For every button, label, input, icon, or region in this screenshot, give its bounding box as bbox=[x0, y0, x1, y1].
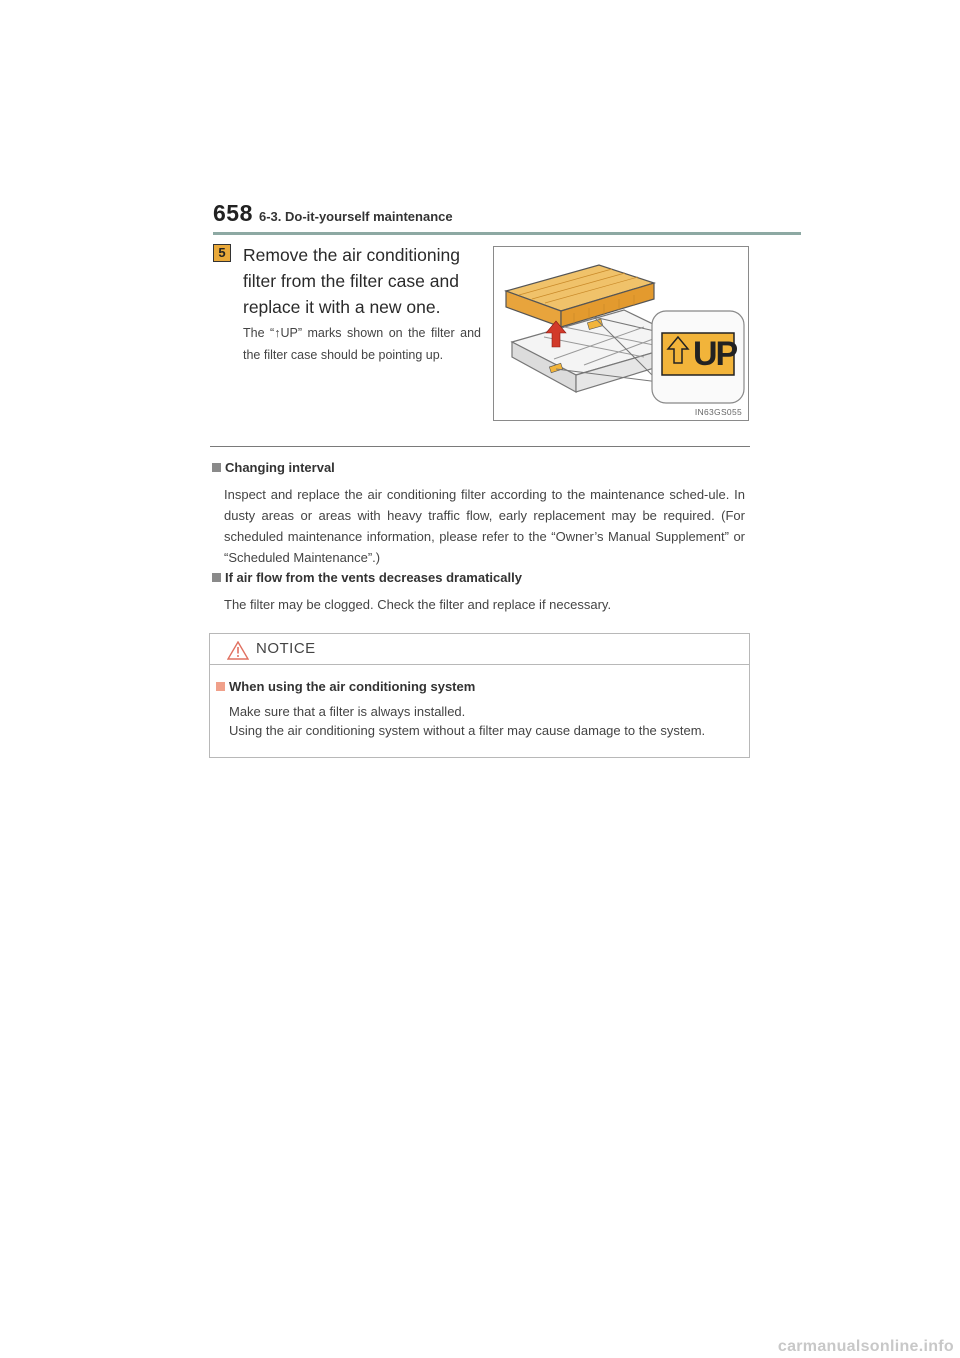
section-divider bbox=[210, 446, 750, 447]
notice-line: Using the air conditioning system without a filter may cause damage to the system. bbox=[229, 723, 706, 738]
subheading-label: If air flow from the vents decreases dramatically bbox=[225, 570, 522, 585]
up-label: UP bbox=[693, 335, 737, 373]
warning-triangle-icon bbox=[227, 641, 249, 660]
step-note: The “↑UP” marks shown on the filter and the filter case should be pointing up. bbox=[243, 326, 481, 362]
page-number: 658 bbox=[213, 200, 253, 226]
filter-illustration bbox=[493, 246, 749, 421]
notice-header-rule bbox=[210, 664, 749, 665]
notice-line: Make sure that a filter is always installed. bbox=[229, 704, 466, 719]
notice-box bbox=[209, 633, 750, 758]
heading-marker bbox=[216, 682, 225, 691]
notice-subheading-label: When using the air conditioning system bbox=[229, 679, 476, 694]
notice-title: NOTICE bbox=[256, 640, 316, 657]
notice-subheading bbox=[216, 679, 475, 694]
header-rule bbox=[213, 232, 801, 235]
heading-marker bbox=[212, 463, 221, 472]
subheading-label: Changing interval bbox=[225, 460, 335, 475]
subheading-changing-interval bbox=[212, 460, 335, 475]
subheading-air-flow bbox=[212, 570, 522, 585]
figure-code: IN63GS055 bbox=[694, 407, 742, 417]
changing-interval-paragraph: Inspect and replace the air conditioning filter according to the maintenance sched-ule. In dusty areas or areas with heavy traffic flow, early replacement may be required. (For scheduled maintenance information, please refer to the “Owner’s Manual Supplement” or “Scheduled Maintenance”.) bbox=[224, 487, 745, 565]
step-instruction: Remove the air conditioning filter from the filter case and replace it with a new one. bbox=[243, 245, 460, 317]
section-title: 6-3. Do-it-yourself maintenance bbox=[259, 209, 453, 224]
heading-marker bbox=[212, 573, 221, 582]
air-flow-paragraph: The filter may be clogged. Check the filter and replace if necessary. bbox=[224, 597, 612, 612]
step-number-badge: 5 bbox=[213, 244, 231, 262]
watermark: carmanualsonline.info bbox=[777, 1338, 954, 1355]
